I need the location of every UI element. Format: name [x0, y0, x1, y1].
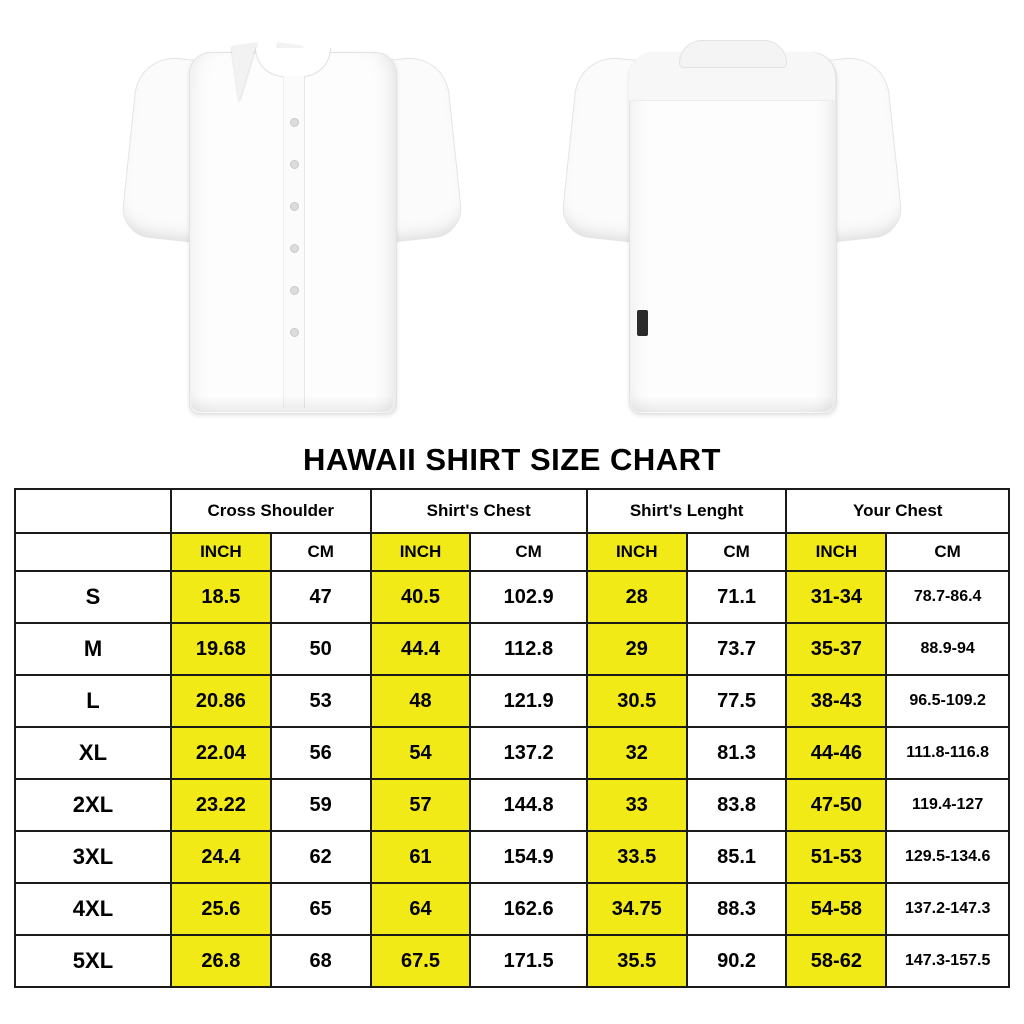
- cell-shirts-chest-inch: 57: [371, 779, 471, 831]
- back-hem-shadow: [631, 396, 833, 412]
- cell-shirts-lenght-cm: 71.1: [687, 571, 787, 623]
- cell-cross-shoulder-inch: 26.8: [171, 935, 271, 987]
- shirt-button: [290, 118, 299, 127]
- cell-shirts-lenght-inch: 28: [587, 571, 687, 623]
- cell-shirts-chest-inch: 48: [371, 675, 471, 727]
- cell-shirts-lenght-inch: 35.5: [587, 935, 687, 987]
- brand-tag: [637, 310, 648, 336]
- unit-header-cm: CM: [271, 533, 371, 571]
- cell-shirts-lenght-inch: 34.75: [587, 883, 687, 935]
- cell-your-chest-inch: 51-53: [786, 831, 886, 883]
- table-row: [15, 935, 1009, 987]
- table-corner-cell: [15, 489, 171, 533]
- shirt-button: [290, 202, 299, 211]
- back-collar: [679, 40, 787, 68]
- size-label: M: [15, 623, 171, 675]
- cell-shirts-chest-cm: 162.6: [470, 883, 586, 935]
- shirt-front-view: [127, 14, 457, 424]
- table-row: [15, 831, 1009, 883]
- cell-your-chest-cm: 88.9-94: [886, 623, 1009, 675]
- cell-cross-shoulder-inch: 23.22: [171, 779, 271, 831]
- cell-shirts-chest-cm: 102.9: [470, 571, 586, 623]
- unit-header-cm: CM: [886, 533, 1009, 571]
- unit-header-cm: CM: [687, 533, 787, 571]
- cell-your-chest-inch: 35-37: [786, 623, 886, 675]
- table-row: [15, 623, 1009, 675]
- unit-header-inch: INCH: [786, 533, 886, 571]
- unit-header-inch: INCH: [371, 533, 471, 571]
- cell-shirts-lenght-cm: 88.3: [687, 883, 787, 935]
- size-label: L: [15, 675, 171, 727]
- size-label: S: [15, 571, 171, 623]
- cell-your-chest-cm: 137.2-147.3: [886, 883, 1009, 935]
- cell-shirts-chest-cm: 137.2: [470, 727, 586, 779]
- cell-shirts-lenght-inch: 33: [587, 779, 687, 831]
- shirt-button: [290, 244, 299, 253]
- group-header-your-chest: Your Chest: [786, 489, 1009, 533]
- unit-row-corner-cell: [15, 533, 171, 571]
- cell-shirts-chest-inch: 64: [371, 883, 471, 935]
- size-label: XL: [15, 727, 171, 779]
- cell-shirts-chest-inch: 44.4: [371, 623, 471, 675]
- cell-cross-shoulder-cm: 47: [271, 571, 371, 623]
- table-row: [15, 779, 1009, 831]
- cell-shirts-lenght-cm: 77.5: [687, 675, 787, 727]
- cell-cross-shoulder-cm: 56: [271, 727, 371, 779]
- cell-shirts-chest-cm: 144.8: [470, 779, 586, 831]
- cell-cross-shoulder-inch: 24.4: [171, 831, 271, 883]
- cell-cross-shoulder-inch: 18.5: [171, 571, 271, 623]
- cell-shirts-lenght-cm: 73.7: [687, 623, 787, 675]
- cell-shirts-lenght-cm: 85.1: [687, 831, 787, 883]
- cell-cross-shoulder-cm: 68: [271, 935, 371, 987]
- cell-shirts-lenght-inch: 32: [587, 727, 687, 779]
- cell-your-chest-inch: 54-58: [786, 883, 886, 935]
- shirt-back-view: [567, 14, 897, 424]
- cell-shirts-lenght-inch: 29: [587, 623, 687, 675]
- group-header-shirts-lenght: Shirt's Lenght: [587, 489, 787, 533]
- cell-your-chest-cm: 147.3-157.5: [886, 935, 1009, 987]
- size-label: 4XL: [15, 883, 171, 935]
- cell-shirts-chest-cm: 112.8: [470, 623, 586, 675]
- unit-header-inch: INCH: [171, 533, 271, 571]
- unit-header-inch: INCH: [587, 533, 687, 571]
- group-header-shirts-chest: Shirt's Chest: [371, 489, 587, 533]
- cell-your-chest-cm: 78.7-86.4: [886, 571, 1009, 623]
- cell-cross-shoulder-cm: 50: [271, 623, 371, 675]
- shirt-button: [290, 160, 299, 169]
- table-row: [15, 571, 1009, 623]
- cell-your-chest-cm: 111.8-116.8: [886, 727, 1009, 779]
- table-row: [15, 883, 1009, 935]
- cell-shirts-lenght-inch: 33.5: [587, 831, 687, 883]
- cell-cross-shoulder-cm: 65: [271, 883, 371, 935]
- size-chart-table: [14, 488, 1010, 988]
- group-header-row: [15, 489, 1009, 533]
- cell-shirts-chest-inch: 40.5: [371, 571, 471, 623]
- cell-shirts-lenght-cm: 83.8: [687, 779, 787, 831]
- size-table-wrapper: [0, 488, 1024, 1000]
- cell-cross-shoulder-inch: 19.68: [171, 623, 271, 675]
- back-body: [629, 52, 837, 414]
- cell-cross-shoulder-cm: 59: [271, 779, 371, 831]
- cell-your-chest-cm: 119.4-127: [886, 779, 1009, 831]
- cell-your-chest-cm: 129.5-134.6: [886, 831, 1009, 883]
- cell-cross-shoulder-inch: 20.86: [171, 675, 271, 727]
- cell-shirts-lenght-cm: 90.2: [687, 935, 787, 987]
- cell-your-chest-inch: 47-50: [786, 779, 886, 831]
- cell-shirts-chest-inch: 54: [371, 727, 471, 779]
- shirt-illustrations: [0, 0, 1024, 442]
- cell-cross-shoulder-inch: 22.04: [171, 727, 271, 779]
- cell-your-chest-inch: 38-43: [786, 675, 886, 727]
- cell-shirts-lenght-inch: 30.5: [587, 675, 687, 727]
- cell-your-chest-inch: 44-46: [786, 727, 886, 779]
- table-row: [15, 675, 1009, 727]
- size-label: 2XL: [15, 779, 171, 831]
- cell-shirts-chest-cm: 121.9: [470, 675, 586, 727]
- cell-your-chest-inch: 58-62: [786, 935, 886, 987]
- size-label: 5XL: [15, 935, 171, 987]
- unit-header-row: [15, 533, 1009, 571]
- cell-shirts-lenght-cm: 81.3: [687, 727, 787, 779]
- size-label: 3XL: [15, 831, 171, 883]
- page-title: HAWAII SHIRT SIZE CHART: [303, 442, 721, 477]
- cell-shirts-chest-inch: 67.5: [371, 935, 471, 987]
- cell-cross-shoulder-cm: 53: [271, 675, 371, 727]
- front-hem-shadow: [191, 396, 393, 412]
- cell-cross-shoulder-inch: 25.6: [171, 883, 271, 935]
- group-header-cross-shoulder: Cross Shoulder: [171, 489, 371, 533]
- shirt-button: [290, 286, 299, 295]
- cell-shirts-chest-cm: 171.5: [470, 935, 586, 987]
- cell-your-chest-inch: 31-34: [786, 571, 886, 623]
- cell-shirts-chest-inch: 61: [371, 831, 471, 883]
- cell-your-chest-cm: 96.5-109.2: [886, 675, 1009, 727]
- shirt-button: [290, 328, 299, 337]
- cell-shirts-chest-cm: 154.9: [470, 831, 586, 883]
- table-row: [15, 727, 1009, 779]
- unit-header-cm: CM: [470, 533, 586, 571]
- cell-cross-shoulder-cm: 62: [271, 831, 371, 883]
